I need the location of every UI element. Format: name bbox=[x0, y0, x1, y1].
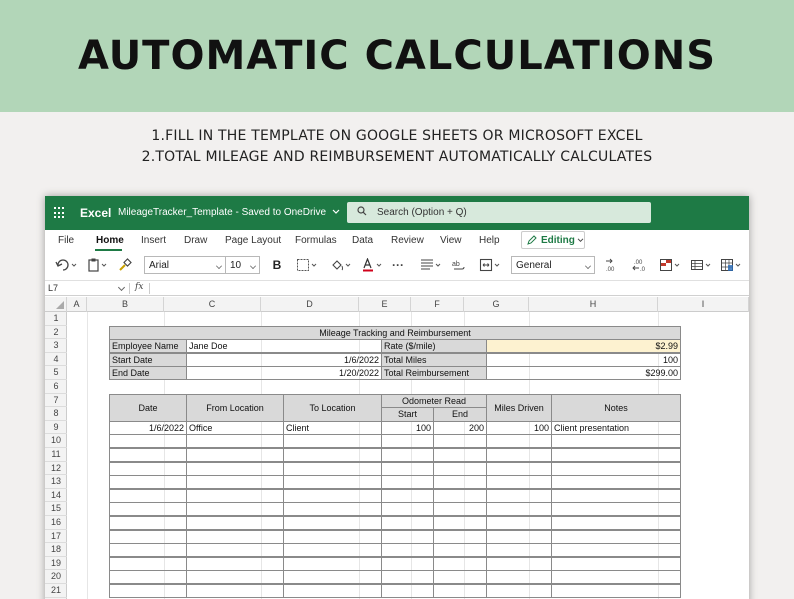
column-header-d[interactable]: D bbox=[261, 297, 359, 312]
undo-icon[interactable] bbox=[54, 257, 80, 273]
row-header[interactable]: 10 bbox=[45, 434, 67, 448]
row-headers bbox=[45, 312, 67, 599]
row-header[interactable]: 1 bbox=[45, 312, 67, 326]
row-header[interactable]: 11 bbox=[45, 448, 67, 462]
empty-cell[interactable] bbox=[381, 434, 434, 448]
search-icon bbox=[357, 206, 367, 216]
name-box[interactable] bbox=[48, 283, 126, 293]
end-date-value[interactable]: 1/20/2022 bbox=[186, 366, 382, 380]
empty-cell[interactable] bbox=[109, 570, 187, 584]
menu-view[interactable]: View bbox=[440, 235, 462, 246]
rate-label[interactable]: Rate ($/mile) bbox=[381, 339, 487, 353]
number-format-select[interactable] bbox=[511, 256, 595, 274]
search-box[interactable] bbox=[347, 202, 651, 223]
column-headers bbox=[45, 297, 749, 312]
empty-cell[interactable] bbox=[381, 557, 434, 571]
empty-cell[interactable] bbox=[486, 557, 552, 571]
document-name[interactable] bbox=[118, 207, 340, 218]
header-from-location[interactable]: From Location bbox=[186, 394, 284, 422]
menu-formulas[interactable]: Formulas bbox=[295, 235, 337, 246]
fx-icon[interactable]: fx bbox=[135, 282, 144, 292]
empty-cell[interactable] bbox=[486, 489, 552, 503]
menu-review[interactable]: Review bbox=[391, 235, 424, 246]
empty-cell[interactable] bbox=[109, 516, 187, 530]
row-header[interactable]: 15 bbox=[45, 502, 67, 516]
entry-miles[interactable]: 100 bbox=[486, 421, 552, 435]
empty-cell[interactable] bbox=[486, 543, 552, 557]
row-header[interactable]: 8 bbox=[45, 407, 67, 421]
row-header[interactable]: 6 bbox=[45, 380, 67, 394]
row-header[interactable]: 3 bbox=[45, 339, 67, 353]
borders-icon[interactable] bbox=[295, 257, 321, 273]
row-header[interactable]: 18 bbox=[45, 543, 67, 557]
font-size-select[interactable] bbox=[225, 256, 260, 274]
empty-cell[interactable] bbox=[551, 570, 681, 584]
empty-cell[interactable] bbox=[433, 475, 487, 489]
empty-cell[interactable] bbox=[283, 516, 382, 530]
column-header-b[interactable]: B bbox=[87, 297, 164, 312]
employee-name-label[interactable]: Employee Name bbox=[109, 339, 187, 353]
total-miles-value[interactable]: 100 bbox=[486, 353, 681, 367]
conditional-format-icon[interactable] bbox=[658, 257, 684, 273]
empty-cell[interactable] bbox=[433, 462, 487, 476]
empty-cell[interactable] bbox=[109, 530, 187, 544]
font-size-value: 10 bbox=[230, 260, 242, 271]
column-header-h[interactable]: H bbox=[529, 297, 658, 312]
app-name: Excel bbox=[80, 206, 112, 220]
row-header[interactable]: 16 bbox=[45, 516, 67, 530]
empty-cell[interactable] bbox=[433, 489, 487, 503]
sheet-grid[interactable] bbox=[67, 312, 749, 599]
menu-bar bbox=[45, 230, 749, 252]
empty-cell[interactable] bbox=[381, 570, 434, 584]
empty-cell[interactable] bbox=[381, 502, 434, 516]
column-header-a[interactable]: A bbox=[67, 297, 87, 312]
menu-home[interactable]: Home bbox=[96, 235, 124, 246]
menu-page-layout[interactable]: Page Layout bbox=[225, 235, 282, 246]
document-name-label: MileageTracker_Template - Saved to OneDrive bbox=[118, 207, 327, 218]
row-header[interactable]: 14 bbox=[45, 489, 67, 503]
empty-cell[interactable] bbox=[109, 462, 187, 476]
column-header-g[interactable]: G bbox=[464, 297, 529, 312]
cell-styles-icon[interactable] bbox=[719, 257, 745, 273]
font-color-icon[interactable] bbox=[360, 257, 386, 273]
menu-draw[interactable]: Draw bbox=[184, 235, 208, 246]
editing-label: Editing bbox=[541, 235, 575, 246]
ribbon-toolbar bbox=[45, 252, 749, 278]
banner bbox=[0, 0, 794, 112]
empty-cell[interactable] bbox=[186, 516, 284, 530]
name-box-value: L7 bbox=[48, 283, 59, 293]
start-date-value[interactable]: 1/6/2022 bbox=[186, 353, 382, 367]
empty-cell[interactable] bbox=[551, 557, 681, 571]
rate-value[interactable]: $2.99 bbox=[486, 339, 681, 353]
empty-cell[interactable] bbox=[381, 543, 434, 557]
instruction-2: 2.TOTAL MILEAGE AND REIMBURSEMENT AUTOMATICALLY CALCULATES bbox=[141, 149, 653, 165]
empty-cell[interactable] bbox=[283, 530, 382, 544]
chevron-down-icon bbox=[332, 209, 340, 215]
svg-text:.00: .00 bbox=[606, 267, 615, 273]
row-header[interactable]: 5 bbox=[45, 366, 67, 380]
row-header[interactable]: 17 bbox=[45, 530, 67, 544]
empty-cell[interactable] bbox=[186, 557, 284, 571]
empty-cell[interactable] bbox=[283, 434, 382, 448]
empty-cell[interactable] bbox=[433, 543, 487, 557]
empty-cell[interactable] bbox=[551, 530, 681, 544]
sheet-title[interactable]: Mileage Tracking and Reimbursement bbox=[109, 326, 681, 340]
empty-cell[interactable] bbox=[109, 489, 187, 503]
menu-data[interactable]: Data bbox=[352, 235, 374, 246]
empty-cell[interactable] bbox=[551, 584, 681, 598]
empty-cell[interactable] bbox=[381, 448, 434, 462]
empty-cell[interactable] bbox=[186, 543, 284, 557]
row-header[interactable]: 20 bbox=[45, 570, 67, 584]
format-table-icon[interactable] bbox=[689, 257, 715, 273]
empty-cell[interactable] bbox=[433, 434, 487, 448]
row-header[interactable]: 13 bbox=[45, 475, 67, 489]
header-odometer-read[interactable]: Odometer Read bbox=[381, 394, 487, 408]
empty-cell[interactable] bbox=[381, 516, 434, 530]
svg-text:.0: .0 bbox=[640, 267, 646, 273]
entry-start[interactable]: 100 bbox=[381, 421, 434, 435]
empty-cell[interactable] bbox=[381, 462, 434, 476]
svg-text:.00: .00 bbox=[634, 260, 643, 266]
empty-cell[interactable] bbox=[486, 502, 552, 516]
empty-cell[interactable] bbox=[486, 530, 552, 544]
empty-cell[interactable] bbox=[283, 543, 382, 557]
empty-cell[interactable] bbox=[433, 502, 487, 516]
empty-cell[interactable] bbox=[186, 462, 284, 476]
active-tab-indicator bbox=[95, 249, 122, 251]
font-family-value: Arial bbox=[149, 260, 170, 271]
empty-cell[interactable] bbox=[551, 502, 681, 516]
menu-insert[interactable]: Insert bbox=[141, 235, 167, 246]
empty-cell[interactable] bbox=[283, 475, 382, 489]
wrap-text-icon[interactable] bbox=[451, 257, 467, 273]
column-header-e[interactable]: E bbox=[359, 297, 411, 312]
empty-cell[interactable] bbox=[551, 448, 681, 462]
bold-button[interactable]: B bbox=[272, 258, 282, 272]
empty-cell[interactable] bbox=[283, 462, 382, 476]
header-date[interactable]: Date bbox=[109, 394, 187, 422]
svg-text:ab: ab bbox=[452, 261, 460, 268]
search-placeholder: Search (Option + Q) bbox=[377, 207, 467, 218]
format-painter-icon[interactable] bbox=[117, 257, 133, 273]
entry-date[interactable]: 1/6/2022 bbox=[109, 421, 187, 435]
header-notes[interactable]: Notes bbox=[551, 394, 681, 422]
empty-cell[interactable] bbox=[109, 434, 187, 448]
empty-cell[interactable] bbox=[186, 502, 284, 516]
empty-cell[interactable] bbox=[283, 489, 382, 503]
column-header-f[interactable]: F bbox=[411, 297, 464, 312]
empty-cell[interactable] bbox=[551, 475, 681, 489]
empty-cell[interactable] bbox=[381, 584, 434, 598]
entry-end[interactable]: 200 bbox=[433, 421, 487, 435]
empty-cell[interactable] bbox=[433, 516, 487, 530]
empty-cell[interactable] bbox=[186, 434, 284, 448]
empty-cell[interactable] bbox=[486, 570, 552, 584]
empty-cell[interactable] bbox=[486, 462, 552, 476]
empty-cell[interactable] bbox=[433, 557, 487, 571]
instruction-1: 1.FILL IN THE TEMPLATE ON GOOGLE SHEETS OR MICROSOFT EXCEL bbox=[151, 128, 643, 144]
empty-cell[interactable] bbox=[109, 475, 187, 489]
total-miles-label[interactable]: Total Miles bbox=[381, 353, 487, 367]
empty-cell[interactable] bbox=[381, 530, 434, 544]
row-header[interactable]: 9 bbox=[45, 421, 67, 435]
empty-cell[interactable] bbox=[551, 516, 681, 530]
column-header-c[interactable]: C bbox=[164, 297, 261, 312]
start-date-label[interactable]: Start Date bbox=[109, 353, 187, 367]
empty-cell[interactable] bbox=[551, 434, 681, 448]
total-reimbursement-value[interactable]: $299.00 bbox=[486, 366, 681, 380]
menu-file[interactable]: File bbox=[58, 235, 75, 246]
total-reimbursement-label[interactable]: Total Reimbursement bbox=[381, 366, 487, 380]
row-header[interactable]: 4 bbox=[45, 353, 67, 367]
pencil-icon bbox=[527, 235, 537, 245]
column-header-i[interactable]: I bbox=[658, 297, 749, 312]
empty-cell[interactable] bbox=[109, 543, 187, 557]
empty-cell[interactable] bbox=[186, 570, 284, 584]
editing-mode-button[interactable] bbox=[521, 231, 585, 249]
menu-help[interactable]: Help bbox=[479, 235, 500, 246]
empty-cell[interactable] bbox=[486, 475, 552, 489]
entry-notes[interactable]: Client presentation bbox=[551, 421, 681, 435]
empty-cell[interactable] bbox=[283, 570, 382, 584]
empty-cell[interactable] bbox=[551, 543, 681, 557]
header-miles-driven[interactable]: Miles Driven bbox=[486, 394, 552, 422]
empty-cell[interactable] bbox=[433, 570, 487, 584]
row-header[interactable]: 19 bbox=[45, 557, 67, 571]
empty-cell[interactable] bbox=[283, 557, 382, 571]
empty-cell[interactable] bbox=[486, 584, 552, 598]
empty-cell[interactable] bbox=[109, 448, 187, 462]
entry-to[interactable]: Client bbox=[283, 421, 382, 435]
empty-cell[interactable] bbox=[486, 516, 552, 530]
decrease-decimal-icon[interactable] bbox=[632, 257, 648, 273]
formula-bar bbox=[45, 280, 749, 296]
more-options-button[interactable]: ··· bbox=[392, 258, 404, 272]
empty-cell[interactable] bbox=[283, 448, 382, 462]
empty-cell[interactable] bbox=[433, 448, 487, 462]
merge-icon[interactable] bbox=[478, 257, 504, 273]
empty-cell[interactable] bbox=[186, 489, 284, 503]
empty-cell[interactable] bbox=[186, 530, 284, 544]
increase-decimal-icon[interactable] bbox=[605, 257, 621, 273]
row-header[interactable]: 21 bbox=[45, 584, 67, 598]
row-header[interactable]: 2 bbox=[45, 326, 67, 340]
empty-cell[interactable] bbox=[433, 584, 487, 598]
empty-cell[interactable] bbox=[186, 448, 284, 462]
empty-cell[interactable] bbox=[551, 489, 681, 503]
empty-cell[interactable] bbox=[109, 502, 187, 516]
header-start[interactable]: Start bbox=[381, 407, 434, 421]
excel-window bbox=[45, 196, 749, 599]
empty-cell[interactable] bbox=[433, 530, 487, 544]
title-bar bbox=[45, 196, 749, 230]
empty-cell[interactable] bbox=[381, 475, 434, 489]
header-end[interactable]: End bbox=[433, 407, 487, 421]
empty-cell[interactable] bbox=[283, 584, 382, 598]
row-header[interactable]: 12 bbox=[45, 462, 67, 476]
row-header[interactable]: 7 bbox=[45, 394, 67, 408]
number-format-value: General bbox=[516, 260, 552, 271]
select-all-corner[interactable] bbox=[45, 297, 67, 312]
font-family-select[interactable] bbox=[144, 256, 226, 274]
header-to-location[interactable]: To Location bbox=[283, 394, 382, 422]
empty-cell[interactable] bbox=[186, 584, 284, 598]
empty-cell[interactable] bbox=[283, 502, 382, 516]
employee-name-value[interactable]: Jane Doe bbox=[186, 339, 382, 353]
entry-from[interactable]: Office bbox=[186, 421, 284, 435]
empty-cell[interactable] bbox=[381, 489, 434, 503]
banner-title: AUTOMATIC CALCULATIONS bbox=[77, 33, 717, 79]
align-icon[interactable] bbox=[419, 257, 445, 273]
chevron-down-icon bbox=[577, 238, 584, 243]
empty-cell[interactable] bbox=[486, 448, 552, 462]
end-date-label[interactable]: End Date bbox=[109, 366, 187, 380]
empty-cell[interactable] bbox=[109, 584, 187, 598]
clipboard-icon[interactable] bbox=[86, 257, 112, 273]
empty-cell[interactable] bbox=[109, 557, 187, 571]
app-launcher-icon[interactable] bbox=[54, 207, 66, 219]
empty-cell[interactable] bbox=[486, 434, 552, 448]
empty-cell[interactable] bbox=[186, 475, 284, 489]
fill-color-icon[interactable] bbox=[329, 257, 355, 273]
empty-cell[interactable] bbox=[551, 462, 681, 476]
